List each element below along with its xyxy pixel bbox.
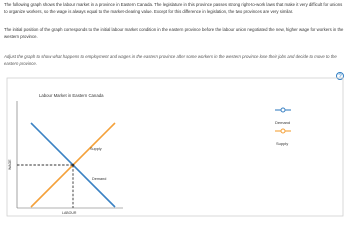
x-axis-label: LABOUR	[62, 211, 77, 215]
equilibrium-point	[72, 164, 75, 167]
initial-position-paragraph: The initial position of the graph corresponds to the initial labour market condition in the eastern province before the labour union negotiated the new, higher wage for workers in the western province.	[4, 27, 344, 39]
legend-supply-tool[interactable]	[275, 129, 291, 146]
help-icon[interactable]: ?	[336, 72, 344, 80]
legend-demand-label: Demand	[275, 120, 291, 125]
graph-frame	[7, 78, 343, 216]
instruction-paragraph: Adjust the graph to show what happens to employment and wages in the eastern province after some workers in the western province lose their jobs and decide to move to the eastern province.	[4, 54, 337, 66]
intro-paragraph: The following graph shows the labour market in a province in Eastern Canada. The legislature in this province passes strong right-to-work laws that make it very difficult for unions to organize workers, so the wage is always equal to the market-clearing value. Except for this difference in legislation, the two provinces are very similar.	[4, 2, 343, 14]
supply-curve-tool-handle	[281, 129, 285, 133]
legend-demand-tool[interactable]	[275, 108, 291, 125]
graph-title: Labour Market in Eastern Canada	[39, 93, 104, 98]
supply-curve-label: Supply	[90, 147, 102, 151]
demand-curve-label: Demand	[92, 177, 107, 181]
y-axis-label: WAGE	[8, 159, 12, 170]
demand-curve-tool-handle	[281, 108, 285, 112]
legend-supply-label: Supply	[276, 141, 289, 146]
